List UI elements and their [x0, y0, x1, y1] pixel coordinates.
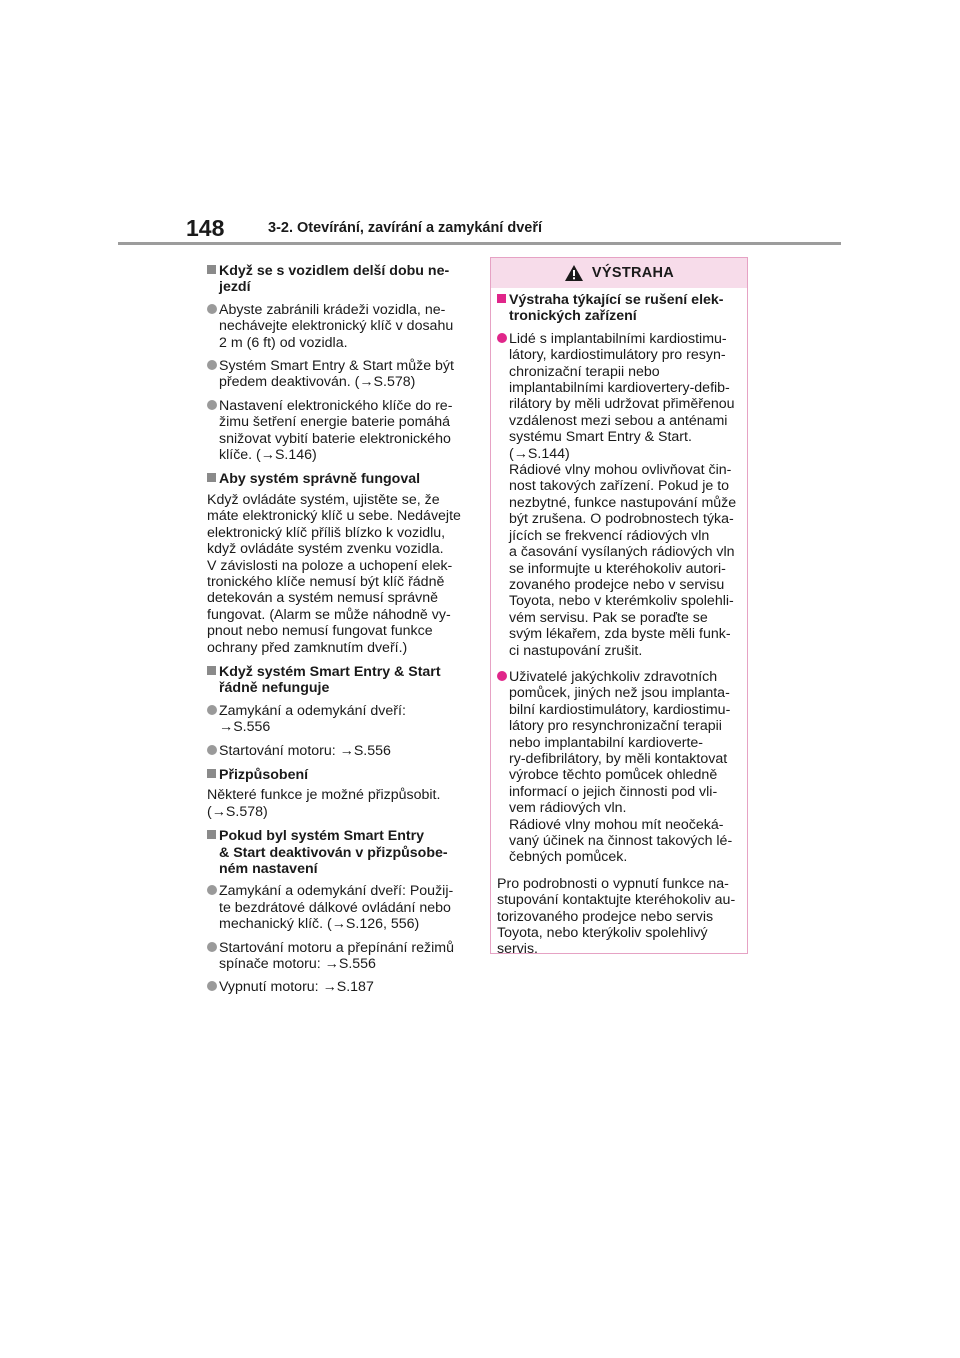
square-bullet-icon	[497, 294, 506, 303]
section-malfunction	[207, 664, 469, 759]
section-heading: Pokud byl systém Smart Entry & Start deaktivován v přizpůsobe- ném nastavení	[207, 828, 469, 877]
section-heading: Přizpůsobení	[207, 767, 469, 783]
paragraph: Když ovládáte systém, ujistěte se, že máte elektronický klíč u sebe. Nedávejte elektronický klíč příliš blízko k vozidlu, když ovládáte systém zvenku vozidla. V závislosti na poloze a uchopení elek- tronického klíče nemusí být klíč řádně detekován a systém nemusí správně fungovat. (Alarm se může náhodně vy- pnout nebo nemusí fungovat funkce ochrany před zamknutím dveří.)	[207, 491, 461, 656]
round-bullet-icon	[207, 885, 217, 895]
section-long-parking	[207, 263, 469, 463]
square-bullet-icon	[207, 265, 216, 274]
section-heading: Když se s vozidlem delší dobu ne- jezdí	[207, 263, 469, 296]
list-item: Nastavení elektronického klíče do re- žimu šetření energie baterie pomáhá snižovat vybití baterie elektronického klíče. (→S.146)	[207, 398, 469, 464]
round-bullet-icon	[207, 360, 217, 370]
left-column	[207, 255, 469, 996]
list-item: Startování motoru: →S.556	[207, 743, 469, 759]
round-bullet-icon	[207, 745, 217, 755]
round-bullet-icon	[497, 671, 507, 681]
list-item: Zamykání a odemykání dveří: →S.556	[207, 703, 469, 736]
warning-body	[491, 288, 747, 958]
page-number: 148	[186, 215, 225, 241]
header-divider	[118, 242, 841, 245]
warning-heading: Výstraha týkající se rušení elek- tronických zařízení	[497, 292, 742, 325]
section-heading: Když systém Smart Entry & Start řádně nefunguje	[207, 664, 469, 697]
round-bullet-icon	[207, 705, 217, 715]
round-bullet-icon	[207, 981, 217, 991]
square-bullet-icon	[207, 769, 216, 778]
list-item: Vypnutí motoru: →S.187	[207, 979, 469, 995]
round-bullet-icon	[207, 400, 217, 410]
round-bullet-icon	[207, 942, 217, 952]
list-item: Startování motoru a přepínání režimů spínače motoru: →S.556	[207, 940, 469, 973]
list-item: Systém Smart Entry & Start může být předem deaktivován. (→S.578)	[207, 358, 469, 391]
section-deactivated	[207, 828, 469, 996]
paragraph: Některé funkce je možné přizpůsobit. (→S.578)	[207, 787, 441, 820]
section-customization	[207, 767, 469, 820]
round-bullet-icon	[497, 333, 507, 343]
warning-footer: Pro podrobnosti o vypnutí funkce na- stupování kontaktujte kteréhokoliv au- torizovaného prodejce nebo servis Toyota, nebo kterýkoliv spolehlivý servis.	[497, 875, 736, 958]
warning-header	[491, 258, 747, 288]
square-bullet-icon	[207, 666, 216, 675]
square-bullet-icon	[207, 473, 216, 482]
list-item: Abyste zabránili krádeži vozidla, ne- nechávejte elektronický klíč v dosahu 2 m (6 ft) od vozidla.	[207, 302, 469, 351]
square-bullet-icon	[207, 830, 216, 839]
section-title: 3-2. Otevírání, zavírání a zamykání dveří	[268, 220, 543, 236]
list-item: Uživatelé jakýchkoliv zdravotních pomůcek, jiných než jsou implanta- bilní kardiostimulátory, kardiostimu- látory pro resynchronizační terapii nebo implantabilní kardioverte- ry-defibrilátory, by měli kontaktovat výrobce těchto pomůcek ohledně informací o jejich činnosti pod vli- vem rádiových vln. Rádiové vlny mohou mít neočeká- vaný účinek na činnost takových lé- čebných pomůcek.	[497, 669, 742, 866]
section-correct-operation	[207, 471, 469, 655]
list-item: Lidé s implantabilními kardiostimu- látory, kardiostimulátory pro resyn- chronizační terapii nebo implantabilními kardiovertery-defib- rilátory by měli udržovat přiměřenou vzdálenost mezi sebou a anténami systému Smart Entry & Start. (→S.144) Rádiové vlny mohou ovlivňovat čin- nost takových zařízení. Pokud je to nezbytné, funkce nastupování může být zrušena. O podrobnostech týka- jících se frekvencí rádiových vln a časování vysílaných rádiových vln se informujte u kteréhokoliv autori- zovaného prodejce nebo v servisu Toyota, nebo v kterémkoliv spolehli- vém servisu. Pak se poraďte se svým lékařem, zda byste měli funk- ci nastupování zrušit.	[497, 331, 742, 659]
warning-triangle-icon	[564, 264, 584, 282]
warning-title: VÝSTRAHA	[591, 265, 675, 281]
list-item: Zamykání a odemykání dveří: Použij- te bezdrátové dálkové ovládání nebo mechanický klíč. (→S.126, 556)	[207, 883, 469, 932]
section-heading: Aby systém správně fungoval	[207, 471, 469, 487]
round-bullet-icon	[207, 304, 217, 314]
warning-box	[490, 257, 748, 958]
